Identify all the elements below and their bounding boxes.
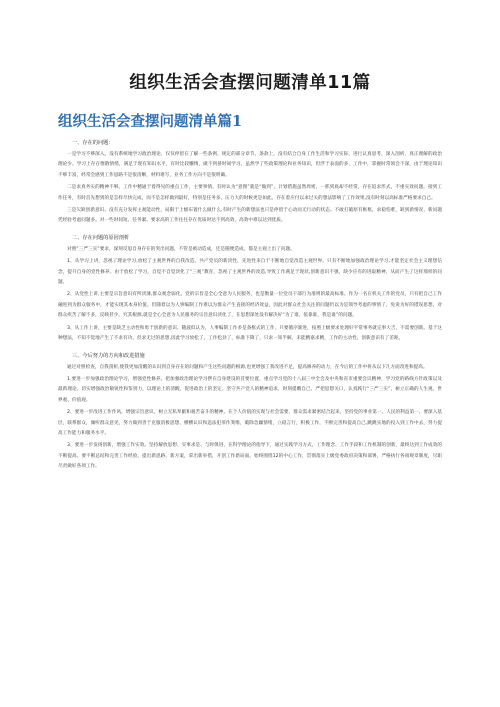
paragraph: 三是欠缺创新意识。没有充分发挥主观能动性，局限于上级布置什么做什么,有时产生的新想法也只是停留于心动而无行动的状态。不敢打破原有框框，求稳怕难，缺到新情况、新问题凭经验考虑问题多。对一些时间短、任务紧、要求高的工作往往存在优质时达不到高效，高效中难以达到优质。 [58,208,442,224]
paragraph: 一是学习不够深入。没有系统地学习政治理论，仅仅停留在了解一些条例、规定的部分章节、条款上，没有结合自身工作生活和学习实际，进行认真思考，深入剖析，真正理解的政治理论少。学习上存在惰散情绪，满足于现有知识水平，有时比较懒惰，做不到挤时间学习。虽然学了些政策理论和业务知识，但浮于表面的多，工作中，掌握时常领会不深，由于理论知识不够丰富，经常会感到工作思路不是很清晰，材料难写，业务工作方向不是很明确。 [58,152,442,178]
document-body [58,138,442,473]
section-heading: 一、存在的问题： [72,140,114,146]
paragraph: 2、从党性上讲,主要是宗旨意识有所淡薄,群众观念弱化。党的宗旨是全心全意为人民服务，也是衡量一位党员干部行为准则的最高标准。作为一名在机关工作的党员，只有把自己工作融进到为群众服务中，才能实现其本身价值。但随着以为人事编制工作难以为群众产生直接的经济效益，因此对群众社会关注的问题仍以为是领导考虑的事情了，免说为好的错误思想，对群众疾苦了解不多，反映甚少。究其根源,就是全心全意为人民服务的宗旨意识淡化了，在思想深处没有解决好“为了谁，依靠谁，我是谁”的问题。 [58,292,442,319]
paragraph: 二是求真务实的精神不够。工作中精通于着得见的重点工作，主要事情。有时认为“意图”就是“做到”，计划措施虽然周密，一抓到底却不经常，存在追求形式，不重实效问题。接到工作任务，有时首先想到的是怎样尽快完成，而不是怎样做到最好，特别是任务多、压力大的时候更是如此。存在着应付以求过关的想法影响了工作效果,没有时刻以高标准严格要求自己。 [58,185,442,201]
paragraph: 3、从工作上讲，主要是缺乏主动性和勇于创新的意识。随波似认为，人事编制工作多是条框式的工作，只要循序渐进，按照上级要求处理好平常事务就完事大吉，不需要创新。基于这种想法，不知不觉地产生了不求有功、但求无过的思想,因此学习放松了，工作松劲了，标准下降了，只求一知半解，未能精嘉求精，工作的主动性、创新意识有了差距。 [58,325,442,342]
section-title: 组织生活会查摆问题清单篇1 [58,113,243,130]
paragraph: 1、从学习上讲，忽视了理论学习,放松了主观世界的自我改造。共产党员的新淡性，先进性来自于不断地自觉改造主观世界。只有不断地加强政治理论学习,才能坚定社会主义理想信念，提升自身的党性修养。由于放松了学习，自觉不自觉淡化了“三观”教育，忽视了主观世界的改造,导致工作满足于现状,创新意识不强，缺少应有的进取精神，从而产生了这样那样的问题。 [58,259,442,286]
section-heading: 三、今后努力的方向和改进措施 [72,352,145,359]
paragraph: 3、要进一步发扬创新，增强工作实效。坚持解放思想、实事求是、与时俱进，在科学理论的指导下，通过实践学习方式，工作理念、工作手段和工作机制的创新，最终达到工作成效的不断提高。要不断总结和完善工作经验，提出新思路、新方案，拿出新举措，开创工作新局面。始终围绕12的中心工作，贯彻落实上级党委政府决策和部署，严格执行各项规章制度，尽职尽责做好各项工作。 [58,443,442,470]
paragraph: 1.要进一步加强政治理论学习，增强党性修养。把加强政治理论学习摆在自身建设的首要位置，重点学习党的十八届三中全会及中央和省市重要会议精神，学习党的路线方针政策以及最新理论，切实增强政治敏锐性和鉴别力，以理论上的清醒，促进政治上的坚定。坚守共产党人的精神追求，时刻提醒自己，严把思想关口，认真践行“三严三实”，树立正确的人生观、世界观、价值观。 [58,376,442,403]
section-heading: 二、存在问题的原因剖析 [72,234,130,241]
paragraph: 对照“三严三实”要求，深刻反思自身存在的突出问题，不管是被动造成，还是随便造成，都是主观上出了问题。 [67,246,295,252]
paragraph: 2、要进一步改进工作作风，增强宗旨意识，树立无私奉献和艰苦奋斗的精神。在个人价值的实现与社会需要、群众需求紧密结合起来，坚持党的事业第一、人民的利益第一，要深入基层，联系群众，倾听群众意见，努力做到善于克服消极思想、横横认识和违法犯罪作粪维，破除急躁情绪，立稳言行，积极工作，不断完善和提高自己,跳跳实地的投入到工作中去，努力提高工作能力和服务水平。 [58,410,442,436]
document-title: 组织生活会查摆问题清单11篇 [129,73,371,93]
paragraph: 通过对照检查，自我剖析,使我更加清醒的认识到自身存在的问题和产生这些问题的根源,也更增强了我改进不足，提高修养的动力，在今后的工作中将从以下几方面改进和提高。 [67,364,428,370]
